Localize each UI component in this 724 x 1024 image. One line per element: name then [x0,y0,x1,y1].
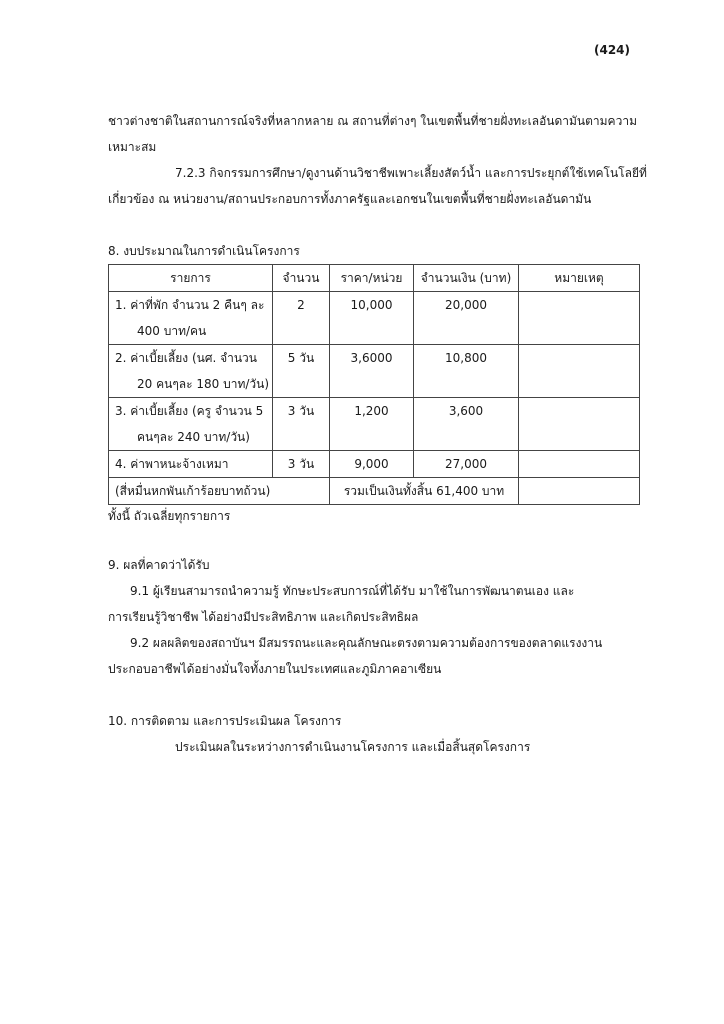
header-quantity: จำนวน [273,265,330,292]
section-10-heading: 10. การติดตาม และการประเมินผล โครงการ [108,714,342,728]
row-item-line-1: 1. ค่าที่พัก จำนวน 2 คืนๆ ละ [115,298,265,312]
section-9-1-line-2: การเรียนรู้วิชาชีพ ได้อย่างมีประสิทธิภาพ และเกิดประสิทธิผล [108,610,419,624]
budget-footnote: ทั้งนี้ ถัวเฉลี่ยทุกรายการ [108,509,231,523]
item-723-line-2: เกี่ยวข้อง ณ หน่วยงาน/สถานประกอบการทั้งภาครัฐและเอกชนในเขตพื้นที่ชายฝั่งทะเลอันดามัน [108,192,592,206]
row-quantity: 5 วัน [273,345,330,398]
intro-line-1: ชาวต่างชาติในสถานการณ์จริงที่หลากหลาย ณ สถานที่ต่างๆ ในเขตพื้นที่ชายฝั่งทะเลอันดามันตามความ [108,114,637,128]
row-amount: 27,000 [414,451,519,478]
row-item-line-1: 4. ค่าพาหนะจ้างเหมา [115,457,229,471]
row-item-cell [109,292,273,345]
item-723-line-1: 7.2.3 กิจกรรมการศึกษา/ดูงานด้านวิชาชีพเพาะเลี้ยงสัตว์น้ำ และการประยุกต์ใช้เทคโนโลยีที่ [175,166,647,180]
section-9-heading: 9. ผลที่คาดว่าได้รับ [108,558,210,572]
row-quantity: 3 วัน [273,451,330,478]
row-amount: 10,800 [414,345,519,398]
header-amount: จำนวนเงิน (บาท) [414,265,519,292]
row-item-cell [109,345,273,398]
row-quantity: 2 [273,292,330,345]
table-total-row [109,478,640,505]
header-note: หมายเหตุ [519,265,640,292]
row-note [519,398,640,451]
row-item-cell [109,398,273,451]
header-unit-price: ราคา/หน่วย [330,265,414,292]
row-item-line-1: 3. ค่าเบี้ยเลี้ยง (ครู จำนวน 5 [115,404,264,418]
table-row [109,345,640,398]
row-item-line-2: 20 คนๆละ 180 บาท/วัน) [137,377,270,391]
row-amount: 3,600 [414,398,519,451]
section-9-2-line-2: ประกอบอาชีพได้อย่างมั่นใจทั้งภายในประเทศและภูมิภาคอาเซียน [108,662,442,676]
row-item-line-2: คนๆละ 240 บาท/วัน) [137,430,250,444]
row-unit-price: 10,000 [330,292,414,345]
row-quantity: 3 วัน [273,398,330,451]
table-row [109,292,640,345]
row-item-cell [109,451,273,478]
row-unit-price: 3,6000 [330,345,414,398]
row-note [519,451,640,478]
header-item: รายการ [109,265,273,292]
section-9-2-line-1: 9.2 ผลผลิตของสถาบันฯ มีสมรรถนะและคุณลักษณะตรงตามความต้องการของตลาดแรงงาน [130,636,603,650]
total-in-words: (สี่หมื่นหกพันเก้าร้อยบาทถ้วน) [109,478,330,505]
row-amount: 20,000 [414,292,519,345]
intro-line-2: เหมาะสม [108,140,157,154]
table-row [109,398,640,451]
row-note [519,292,640,345]
section-10-body: ประเมินผลในระหว่างการดำเนินงานโครงการ และเมื่อสิ้นสุดโครงการ [175,740,531,754]
row-item-line-1: 2. ค่าเบี้ยเลี้ยง (นศ. จำนวน [115,351,257,365]
row-note [519,345,640,398]
budget-table [108,264,640,505]
row-unit-price: 1,200 [330,398,414,451]
total-sum: รวมเป็นเงินทั้งสิ้น 61,400 บาท [330,478,519,505]
section-8-heading: 8. งบประมาณในการดำเนินโครงการ [108,244,300,258]
row-unit-price: 9,000 [330,451,414,478]
table-header-row [109,265,640,292]
table-row [109,451,640,478]
row-item-line-2: 400 บาท/คน [137,324,207,338]
section-9-1-line-1: 9.1 ผู้เรียนสามารถนำความรู้ ทักษะประสบการณ์ที่ได้รับ มาใช้ในการพัฒนาตนเอง และ [130,584,575,598]
page-number: (424) [594,43,631,57]
total-note [519,478,640,505]
